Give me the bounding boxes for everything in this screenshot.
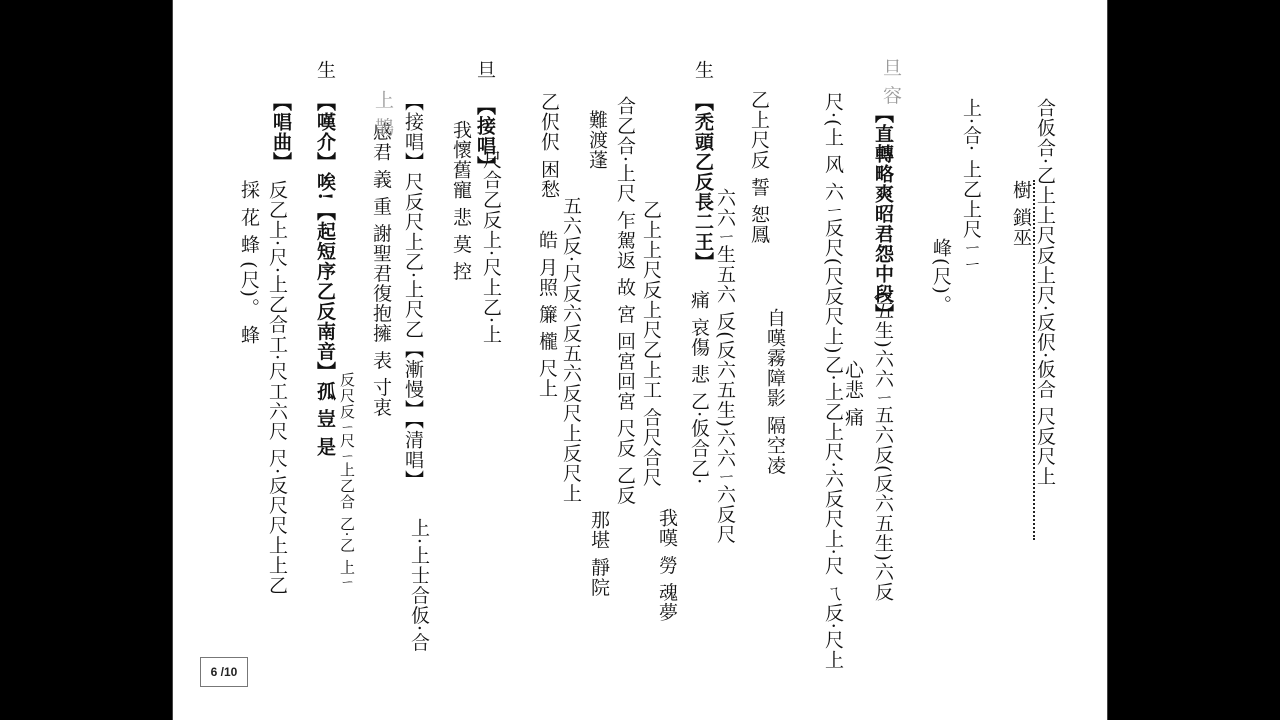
page-indicator: 6 /10 bbox=[200, 657, 248, 687]
notation-column: 乙上上尺反上尺乙上工 合尺合尺 bbox=[640, 200, 662, 488]
notation-column: (五生)六六ㄧ五六反(反六五生)六反 bbox=[872, 292, 894, 602]
lyric-column: 皓 月照 簾 櫳 尺上 bbox=[536, 230, 558, 399]
score-page bbox=[173, 0, 1107, 720]
lyric-column: 峰(尺)。 bbox=[930, 238, 952, 315]
role-label: 旦 容 bbox=[880, 58, 902, 106]
lyric-column: 樹 鎖巫 bbox=[1009, 180, 1035, 540]
lyric-column: 難渡蓬 bbox=[586, 110, 608, 170]
lyric-column: 感君 義 重 謝聖君復抱擁 表 寸衷 bbox=[370, 122, 392, 418]
notation-column: 五六反·尺反六反五六反尺上反尺上 bbox=[560, 196, 582, 504]
section-title: 【嘆介】唉!【起短序乙反南音】孤 豈 是 bbox=[314, 92, 336, 457]
notation-column: 尺合乙反上·尺上乙·上 bbox=[480, 150, 502, 345]
lyric-column: 自嘆霧障影 隔空凌 bbox=[764, 308, 786, 476]
notation-column: 尺·(上 风 六ㄧ反尺(尺反尺上)乙·上乙上尺·六反尺上·尺 ㄟ反·尺上 bbox=[822, 92, 844, 670]
notation-column: 乙上尺反 誓 恕鳳 bbox=[748, 90, 770, 245]
notation-column: 上·合· 上乙上尺ㄧㄧ bbox=[960, 98, 982, 272]
lyric-column: 上 鵲 bbox=[372, 90, 394, 138]
notation-column: 合仮合·乙上上尺反上尺·反伬·仮合 尺反尺上 bbox=[1034, 98, 1056, 487]
section-title: 【接唱】 bbox=[474, 96, 496, 176]
notation-column: 六六ㄧ生五六 反(反六五生)六六ㄧ六反尺 bbox=[714, 188, 736, 545]
notation-column: 乙伬伬 困愁 bbox=[538, 92, 560, 200]
section-title: 【唱曲】 bbox=[270, 92, 292, 172]
notation-column: 合乙合·上尺 乍駕返 故 宮 回宮回宮 尺反 乙反 bbox=[614, 96, 636, 506]
notation-column: 反尺反ㄧ尺ㄧ上乙合 乙·乙 上ㄧ bbox=[338, 372, 356, 589]
lyric-column: 我嘆 勞 魂夢 bbox=[656, 508, 678, 623]
lyric-column: 採 花 蜂 (尺)。 蜂 bbox=[238, 180, 260, 345]
lyric-column: 痛 哀傷 悲 乙·仮合乙· bbox=[688, 290, 710, 486]
role-label: 旦 bbox=[474, 60, 496, 80]
notation-column: 反乙上·尺·上乙合工·尺工六尺 尺·反尺尺上上乙 bbox=[266, 180, 288, 596]
role-label: 生 bbox=[692, 60, 714, 80]
lyric-column: 我懷舊寵 悲 莫 控 bbox=[450, 120, 472, 282]
lyric-column: 心悲 痛 bbox=[842, 360, 864, 428]
notation-column: 【接唱】尺反尺上乙·上尺乙【漸慢】【清唱】 bbox=[402, 92, 424, 490]
lyric-column: 那堪 靜院 bbox=[588, 510, 610, 598]
section-title: 【禿頭乙反長二王】 bbox=[692, 92, 714, 272]
section-title: 【直轉略爽昭君怨中段】 bbox=[872, 104, 894, 324]
role-label: 生 bbox=[314, 60, 336, 80]
notation-column: 上·上士合仮·合 bbox=[408, 518, 430, 653]
